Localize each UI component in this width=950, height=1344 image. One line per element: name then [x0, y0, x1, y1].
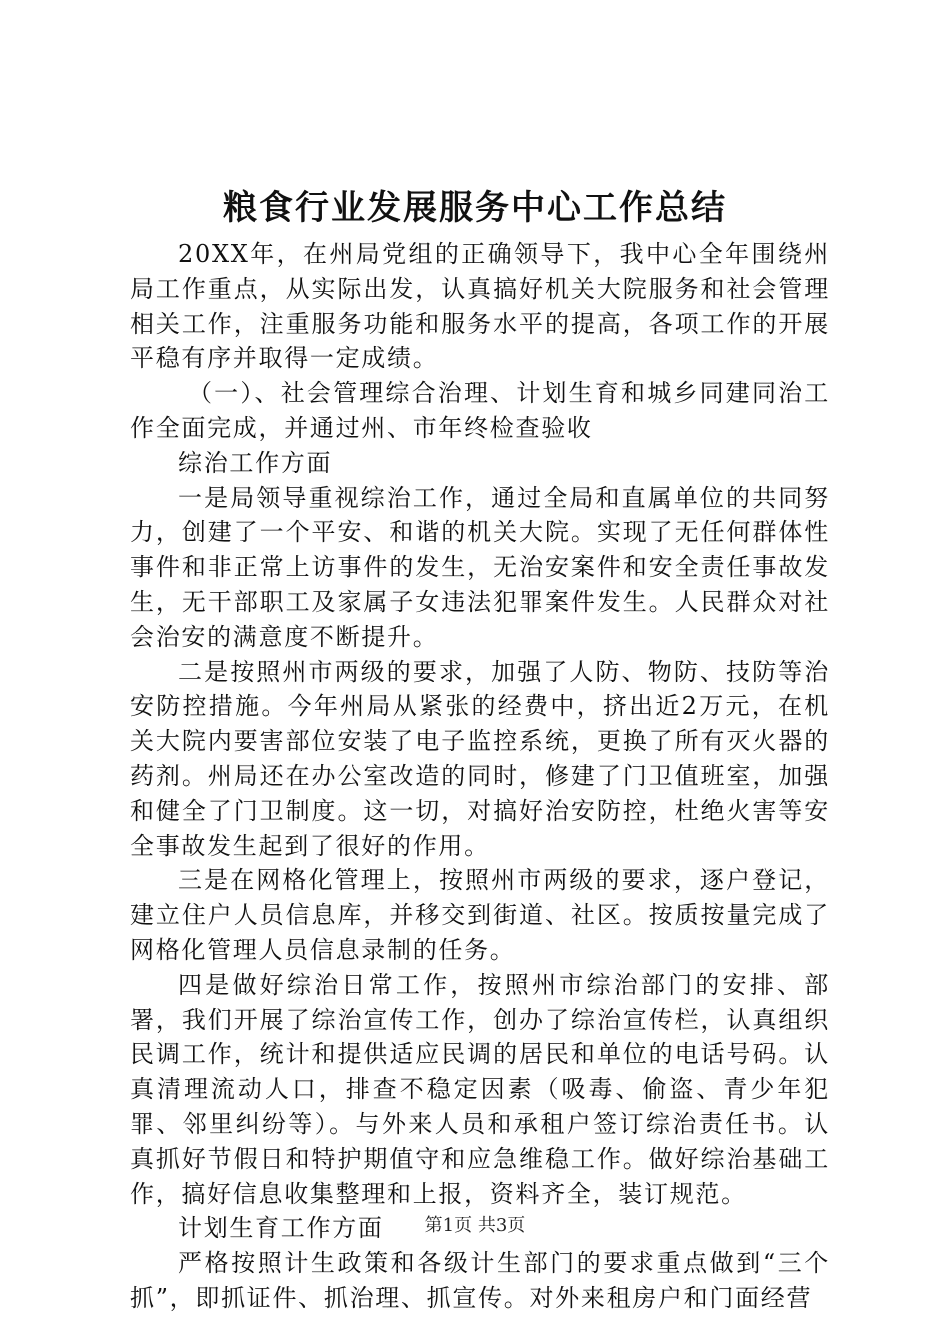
paragraph-jisheng: 严格按照计生政策和各级计生部门的要求重点做到“三个抓”，即抓证件、抓治理、抓宣传。对外来租房户和门面经营: [130, 1249, 830, 1312]
paragraph-point-4: 四是做好综治日常工作，按照州市综治部门的安排、部署，我们开展了综治宣传工作，创办了综治宣传栏，认真组织民调工作，统计和提供适应民调的居民和单位的电话号码。认真清理流动人口，排查不稳定因素（吸毒、偷盗、青少年犯罪、邻里纠纷等）。与外来人员和承租户签订综治责任书。认真抓好节假日和特护期值守和应急维稳工作。做好综治基础工作，搞好信息收集整理和上报，资料齐全，装订规范。: [130, 970, 830, 1208]
paragraph-intro: 20XX年，在州局党组的正确领导下，我中心全年围绕州局工作重点，从实际出发，认真搞好机关大院服务和社会管理相关工作，注重服务功能和服务水平的提高，各项工作的开展平稳有序并取得一定成绩。: [130, 240, 830, 373]
subsection-heading-zongzhi: 综治工作方面: [178, 448, 333, 477]
paragraph-point-1: 一是局领导重视综治工作，通过全局和直属单位的共同努力，创建了一个平安、和谐的机关大院。实现了无任何群体性事件和非正常上访事件的发生，无治安案件和安全责任事故发生，无干部职工及家属子女违法犯罪案件发生。人民群众对社会治安的满意度不断提升。: [130, 483, 830, 651]
subsection-heading-jisheng: 计划生育工作方面: [178, 1214, 384, 1243]
document-title: 粮食行业发展服务中心工作总结: [223, 188, 727, 228]
paragraph-point-2: 二是按照州市两级的要求，加强了人防、物防、技防等治安防控措施。今年州局从紧张的经费中，挤出近2万元，在机关大院内要害部位安装了电子监控系统，更换了所有灭火器的药剂。州局还在办公室改造的同时，修建了门卫值班室，加强和健全了门卫制度。这一切，对搞好治安防控，杜绝火害等安全事故发生起到了很好的作用。: [130, 657, 830, 860]
document-body: [130, 237, 830, 1316]
section-heading: （一）、社会管理综合治理、计划生育和城乡同建同治工作全面完成，并通过州、市年终检查验收: [130, 379, 830, 442]
page-footer: 第1页 共3页: [424, 1215, 526, 1236]
paragraph-point-3: 三是在网格化管理上，按照州市两级的要求，逐户登记，建立住户人员信息库，并移交到街道、社区。按质按量完成了网格化管理人员信息录制的任务。: [130, 866, 830, 964]
